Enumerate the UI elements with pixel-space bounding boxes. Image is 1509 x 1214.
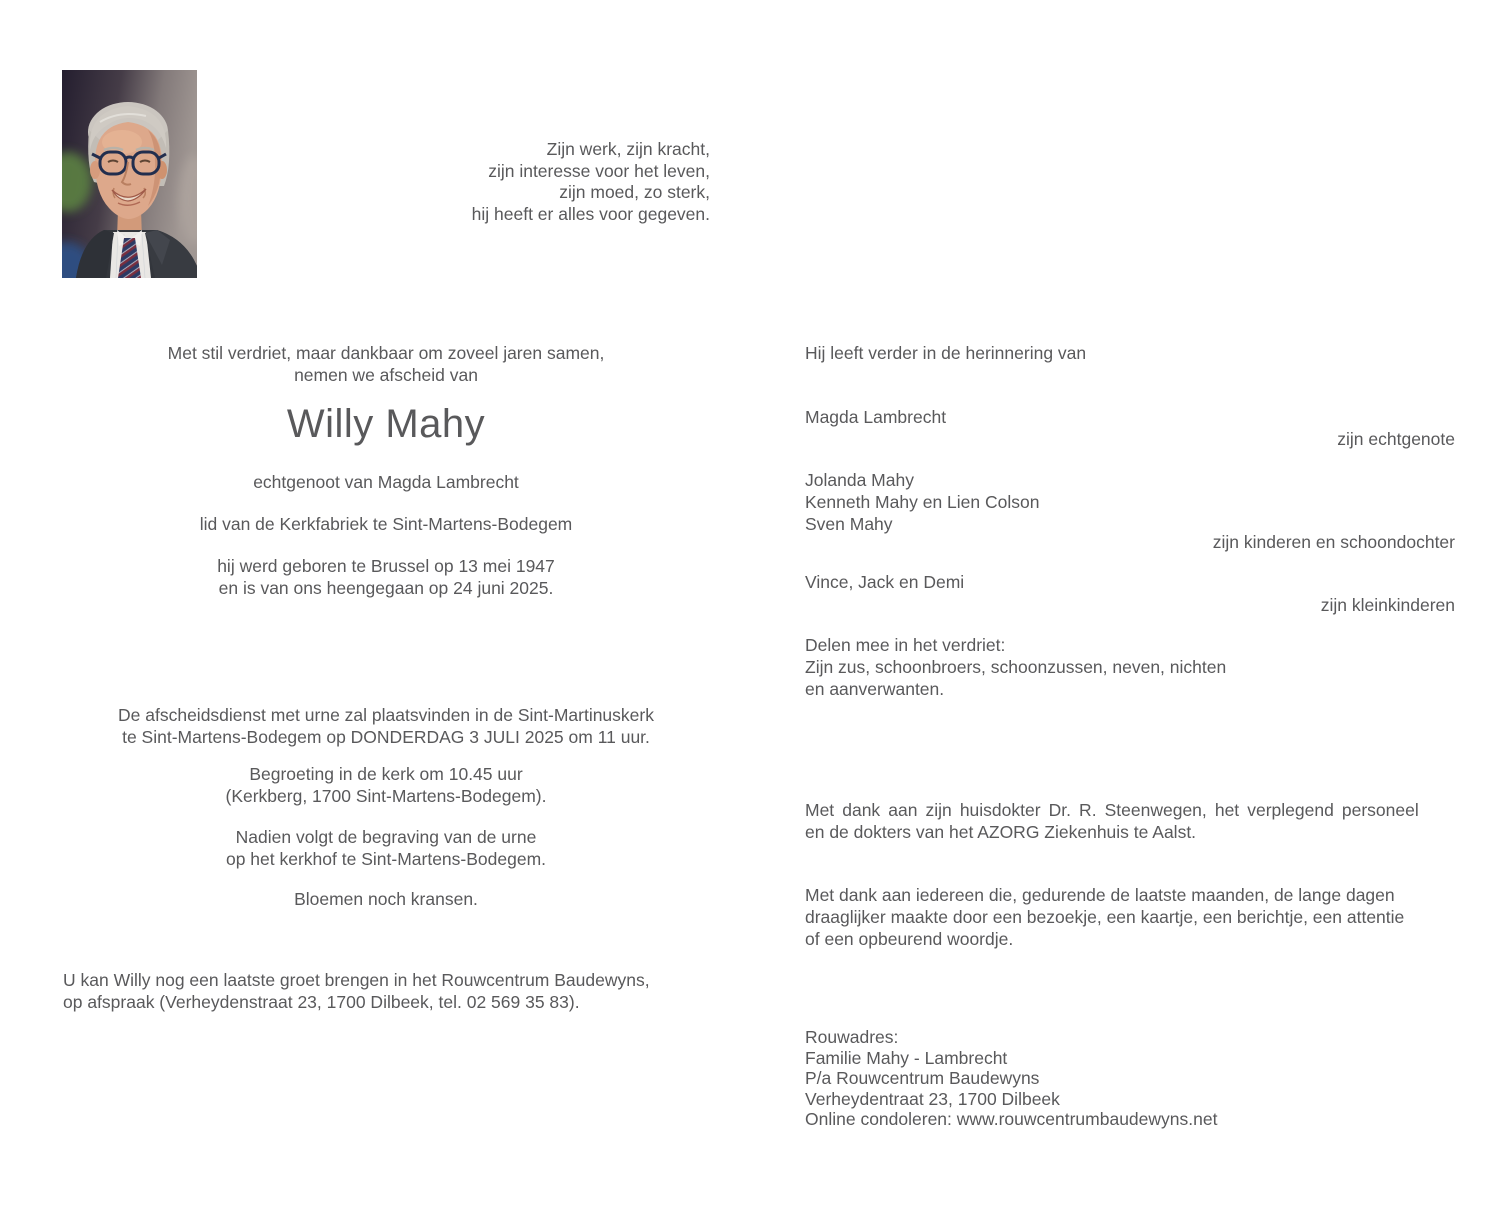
verse-line: zijn interesse voor het leven, xyxy=(488,160,710,181)
mourning-line: Zijn zus, schoonbroers, schoonzussen, neven, nichten xyxy=(805,657,1227,677)
greeting-line: Begroeting in de kerk om 10.45 uur xyxy=(249,764,523,784)
thanks-doctor xyxy=(805,799,1455,843)
greeting-info xyxy=(61,763,711,807)
service-line: te Sint-Martens-Bodegem op DONDERDAG 3 JULI 2025 om 11 uur. xyxy=(122,727,650,747)
farewell-intro xyxy=(61,342,711,386)
mourning-line: en aanverwanten. xyxy=(805,679,945,699)
family-relation-children: zijn kinderen en schoondochter xyxy=(1212,532,1455,552)
family-name: Jolanda Mahy xyxy=(805,470,914,490)
mourning-address-label: Rouwadres: xyxy=(805,1027,899,1047)
thanks-everyone xyxy=(805,884,1455,950)
service-line: De afscheidsdienst met urne zal plaatsvinden in de Sint-Martinuskerk xyxy=(118,705,654,725)
intro-line: nemen we afscheid van xyxy=(294,365,478,385)
address-line: P/a Rouwcentrum Baudewyns xyxy=(805,1068,1040,1088)
remembrance-intro: Hij leeft verder in de herinnering van xyxy=(805,343,1087,363)
family-name: Magda Lambrecht xyxy=(805,407,947,427)
greeting-line: (Kerkberg, 1700 Sint-Martens-Bodegem). xyxy=(225,786,547,806)
burial-info xyxy=(61,826,711,870)
spouse-line: echtgenoot van Magda Lambrecht xyxy=(253,472,519,492)
family-relation-grandchildren: zijn kleinkinderen xyxy=(1320,595,1455,615)
visitation-line: U kan Willy nog een laatste groet brengen in het Rouwcentrum Baudewyns, xyxy=(63,970,650,990)
life-dates xyxy=(61,555,711,599)
verse-line: zijn moed, zo sterk, xyxy=(559,182,710,202)
mourning-line: Delen mee in het verdriet: xyxy=(805,635,1006,655)
thanks-line: en de dokters van het AZORG Ziekenhuis te Aalst. xyxy=(805,822,1197,842)
mourning-address xyxy=(805,1027,1455,1130)
mourning-relatives xyxy=(805,634,1455,700)
memorial-verse xyxy=(410,139,710,225)
intro-line: Met stil verdriet, maar dankbaar om zoveel jaren samen, xyxy=(167,343,605,363)
verse-line: hij heeft er alles voor gegeven. xyxy=(471,203,710,224)
visitation-line: op afspraak (Verheydenstraat 23, 1700 Dilbeek, tel. 02 569 35 83). xyxy=(63,992,580,1012)
thanks-line: Met dank aan iedereen die, gedurende de laatste maanden, de lange dagen xyxy=(805,885,1395,905)
family-group-children xyxy=(805,469,1455,535)
thanks-line: of een opbeurend woordje. xyxy=(805,929,1014,949)
thanks-line: Met dank aan zijn huisdokter Dr. R. Steenwegen, het verplegend personeel xyxy=(805,800,1419,820)
membership-line: lid van de Kerkfabriek te Sint-Martens-Bodegem xyxy=(199,514,573,534)
visitation-info xyxy=(63,969,743,1013)
family-group-grandchildren xyxy=(805,571,1455,593)
flowers-line: Bloemen noch kransen. xyxy=(294,889,478,909)
address-line: Verheydentraat 23, 1700 Dilbeek xyxy=(805,1088,1060,1109)
portrait-photo xyxy=(62,70,197,278)
family-name: Kenneth Mahy en Lien Colson xyxy=(805,492,1040,512)
verse-line: Zijn werk, zijn kracht, xyxy=(546,139,710,159)
portrait-illustration xyxy=(62,70,197,278)
address-line: Familie Mahy - Lambrecht xyxy=(805,1047,1008,1068)
address-line: Online condoleren: www.rouwcentrumbaudewyns.net xyxy=(805,1109,1218,1129)
birth-line: hij werd geboren te Brussel op 13 mei 1947 xyxy=(217,556,555,576)
burial-line: op het kerkhof te Sint-Martens-Bodegem. xyxy=(225,849,547,869)
family-relation-spouse: zijn echtgenote xyxy=(1337,429,1455,449)
thanks-line: draaglijker maakte door een bezoekje, een kaartje, een berichtje, een attentie xyxy=(805,907,1405,927)
family-name: Sven Mahy xyxy=(805,514,893,534)
family-group-spouse xyxy=(805,406,1455,428)
family-name: Vince, Jack en Demi xyxy=(805,572,965,592)
service-info xyxy=(61,704,711,748)
deceased-name: Willy Mahy xyxy=(286,402,486,446)
burial-line: Nadien volgt de begraving van de urne xyxy=(235,827,537,847)
death-line: en is van ons heengegaan op 24 juni 2025. xyxy=(218,578,554,598)
